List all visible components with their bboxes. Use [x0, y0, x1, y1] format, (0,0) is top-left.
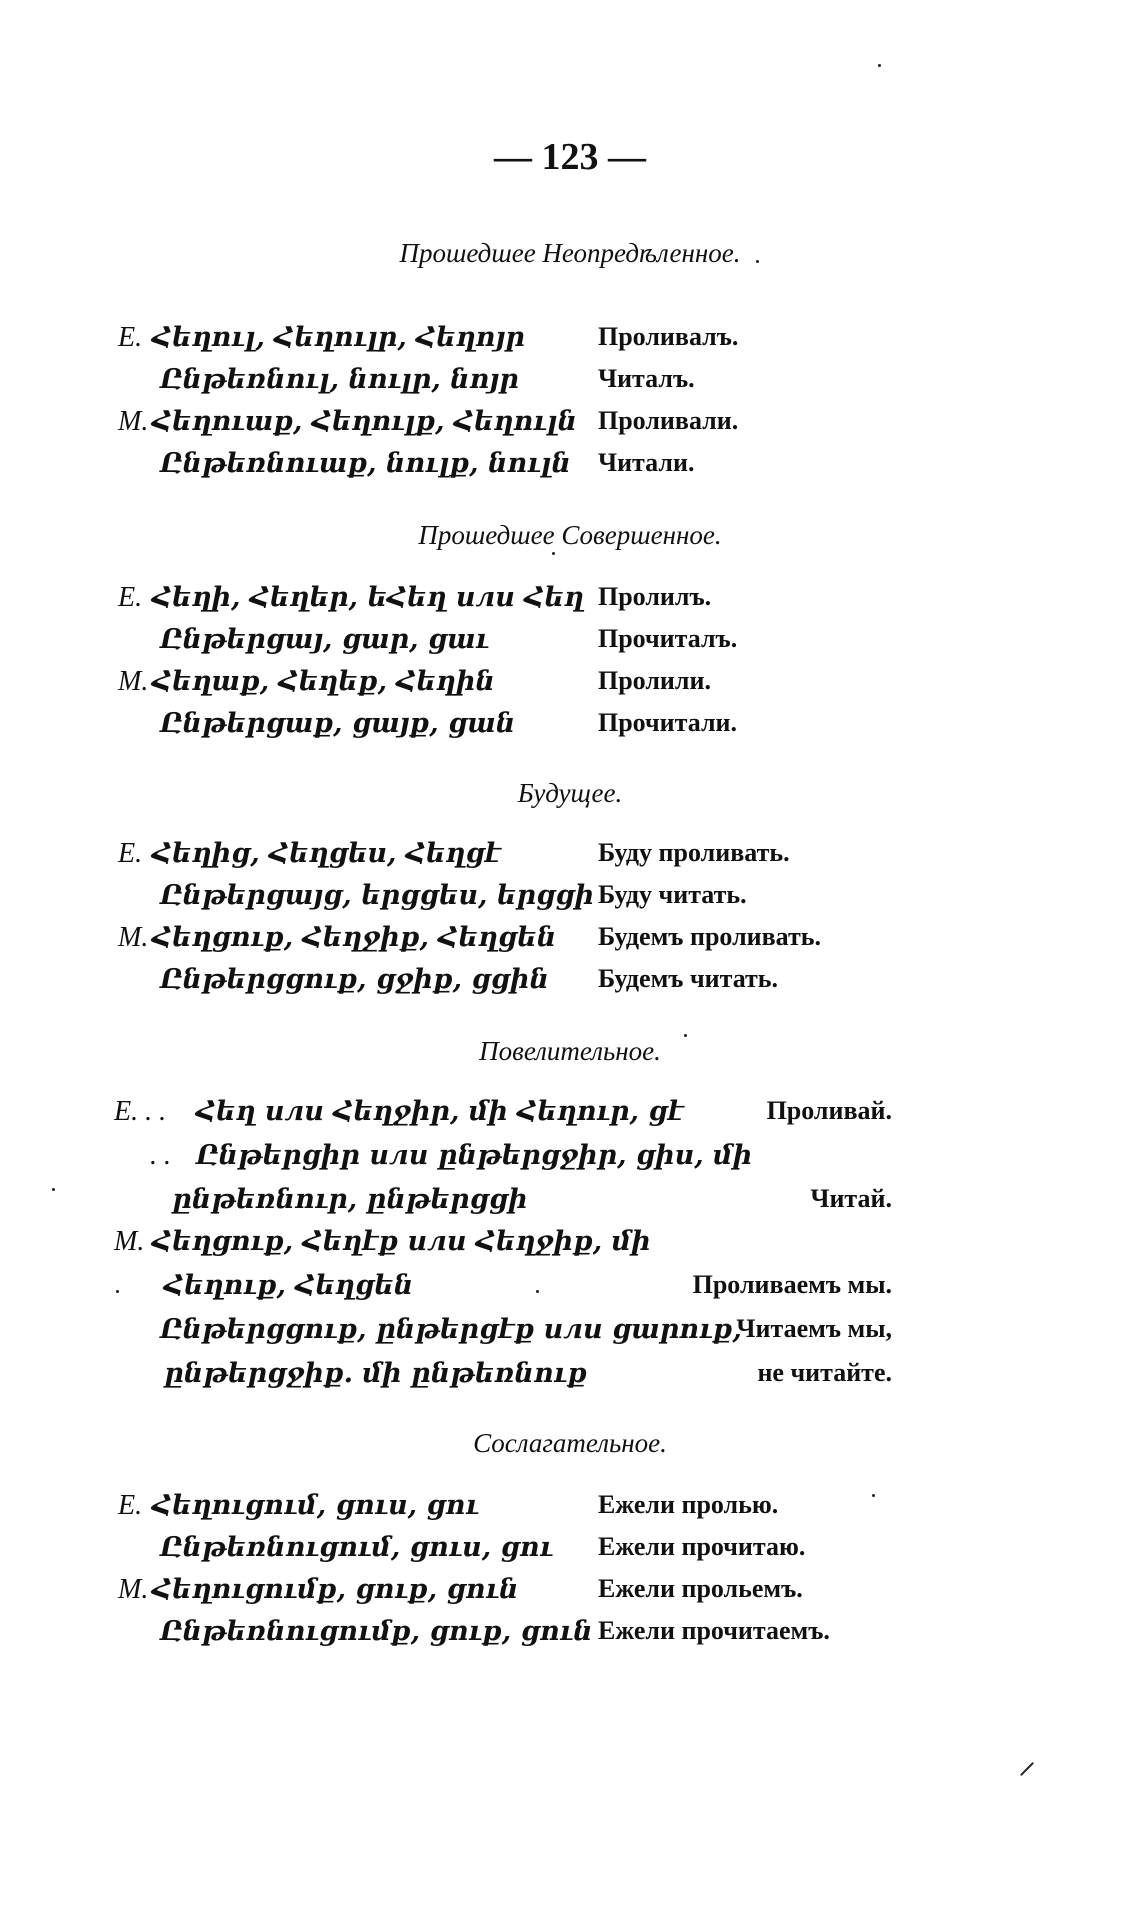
conjugation-row	[0, 364, 1140, 400]
armenian-form: Ընթերցայ, ցար, ցաւ	[160, 624, 489, 655]
conjugation-row	[0, 1616, 1140, 1652]
print-speck	[52, 1188, 55, 1191]
armenian-form: Ընթերցցուք, ցջիք, ցցին	[160, 964, 549, 995]
russian-translation: Ежели пролью.	[598, 1490, 779, 1519]
armenian-form: Ընթեռնուցումք, ցուք, ցուն	[160, 1616, 593, 1647]
conjugation-row	[0, 1574, 1140, 1610]
number-marker: М.	[118, 666, 149, 697]
armenian-form: Հեղուցում, ցուս, ցու	[152, 1490, 479, 1521]
russian-translation: Будемъ проливать.	[598, 922, 822, 951]
armenian-form: Ընթերցայց, երցցես, երցցի	[160, 880, 595, 911]
armenian-form: Հեղուք, Հեղցեն	[164, 1270, 414, 1301]
conjugation-row	[0, 1490, 1140, 1526]
conjugation-row	[0, 1096, 1140, 1132]
armenian-form: Ընթերցիր или ընթերցջիր, ցիս, մի	[196, 1140, 753, 1171]
print-speck	[536, 1290, 539, 1293]
number-marker: Е. . .	[114, 1096, 167, 1127]
conjugation-row	[0, 1270, 1140, 1306]
conjugation-row	[0, 406, 1140, 442]
section-title: Прошедшее Совершенное.	[418, 520, 722, 550]
print-speck	[872, 1494, 875, 1497]
number-marker: М.	[114, 1226, 145, 1257]
russian-translation: Будемъ читать.	[598, 964, 779, 993]
page-number: — 123 —	[494, 136, 646, 178]
number-marker: М.	[118, 1574, 149, 1605]
armenian-form: Հեղուաք, Հեղուլք, Հեղուլն	[152, 406, 577, 437]
russian-translation: Буду читать.	[598, 880, 747, 909]
section-title: Повелительное.	[479, 1036, 661, 1066]
armenian-form: Հեղի, Հեղեր, եՀեղ или Հեղ	[152, 582, 584, 613]
russian-translation: Прочитали.	[598, 708, 738, 737]
armenian-form: Ընթեռնուաք, նուլք, նուլն	[160, 448, 571, 479]
conjugation-row	[0, 582, 1140, 618]
russian-translation: Читалъ.	[598, 364, 695, 393]
conjugation-row	[0, 322, 1140, 358]
russian-translation: Проливали.	[598, 406, 739, 435]
armenian-form: Ընթերցցուք, ընթերցէք или ցարուք,	[160, 1314, 742, 1345]
armenian-form: Հեղաք, Հեղեք, Հեղին	[152, 666, 495, 697]
russian-translation: Буду проливать.	[598, 838, 790, 867]
section-title: Будущее.	[517, 778, 623, 808]
print-speck	[756, 260, 759, 263]
number-marker: Е.	[118, 838, 143, 869]
armenian-form: Հեղցուք, Հեղջիք, Հեղցեն	[152, 922, 557, 953]
conjugation-row	[0, 880, 1140, 916]
conjugation-row	[0, 1358, 1140, 1394]
russian-translation: Читали.	[598, 448, 695, 477]
section-title: Сослагательное.	[473, 1428, 667, 1458]
conjugation-row	[0, 1226, 1140, 1262]
russian-translation: Ежели прольемъ.	[598, 1574, 803, 1603]
russian-translation: Читай.	[810, 1184, 892, 1213]
russian-translation: Проливалъ.	[598, 322, 739, 351]
armenian-form: Ընթերցաք, ցայք, ցան	[160, 708, 516, 739]
number-marker: Е.	[118, 1490, 143, 1521]
conjugation-row	[0, 1532, 1140, 1568]
conjugation-row	[0, 922, 1140, 958]
number-marker: М.	[118, 406, 149, 437]
conjugation-row	[0, 1314, 1140, 1350]
conjugation-row	[0, 708, 1140, 744]
armenian-form: Հեղ или Հեղջիր, մի Հեղուր, ցէ	[196, 1096, 684, 1127]
conjugation-row	[0, 1140, 1140, 1176]
russian-translation: Пролили.	[598, 666, 711, 695]
armenian-form: ընթերցջիք. մի ընթեռնուք	[164, 1358, 587, 1389]
number-marker: М.	[118, 922, 149, 953]
number-marker: Е.	[118, 322, 143, 353]
number-marker: Е.	[118, 582, 143, 613]
print-speck	[552, 552, 555, 555]
russian-translation: Проливай.	[766, 1096, 892, 1125]
russian-translation: Ежели прочитаемъ.	[598, 1616, 830, 1645]
print-speck	[684, 1034, 687, 1037]
russian-translation: Ежели прочитаю.	[598, 1532, 806, 1561]
armenian-form: Հեղուցումք, ցուք, ցուն	[152, 1574, 519, 1605]
conjugation-row	[0, 666, 1140, 702]
print-speck	[878, 64, 881, 67]
section-title: Прошедшее Неопредѣленное.	[399, 238, 741, 268]
conjugation-row	[0, 1184, 1140, 1220]
conjugation-row	[0, 624, 1140, 660]
number-marker: . .	[150, 1140, 171, 1171]
russian-translation: Читаемъ мы,	[736, 1314, 892, 1343]
conjugation-row	[0, 838, 1140, 874]
armenian-form: Հեղցուք, Հեղէք или Հեղջիք, մի	[152, 1226, 651, 1257]
print-speck	[116, 1290, 119, 1293]
russian-translation: не читайте.	[757, 1358, 892, 1387]
russian-translation: Пролилъ.	[598, 582, 712, 611]
russian-translation: Прочиталъ.	[598, 624, 738, 653]
russian-translation: Проливаемъ мы.	[692, 1270, 892, 1299]
print-speck	[1020, 1762, 1034, 1776]
armenian-form: Ընթեռնուցում, ցուս, ցու	[160, 1532, 554, 1563]
conjugation-row	[0, 964, 1140, 1000]
armenian-form: Հեղուլ, Հեղուլր, Հեղոյր	[152, 322, 525, 353]
armenian-form: Ընթեռնուլ, նուլր, նոյր	[160, 364, 519, 395]
armenian-form: Հեղից, Հեղցես, Հեղցէ	[152, 838, 501, 869]
conjugation-row	[0, 448, 1140, 484]
armenian-form: ընթեռնուր, ընթերցցի	[172, 1184, 528, 1215]
